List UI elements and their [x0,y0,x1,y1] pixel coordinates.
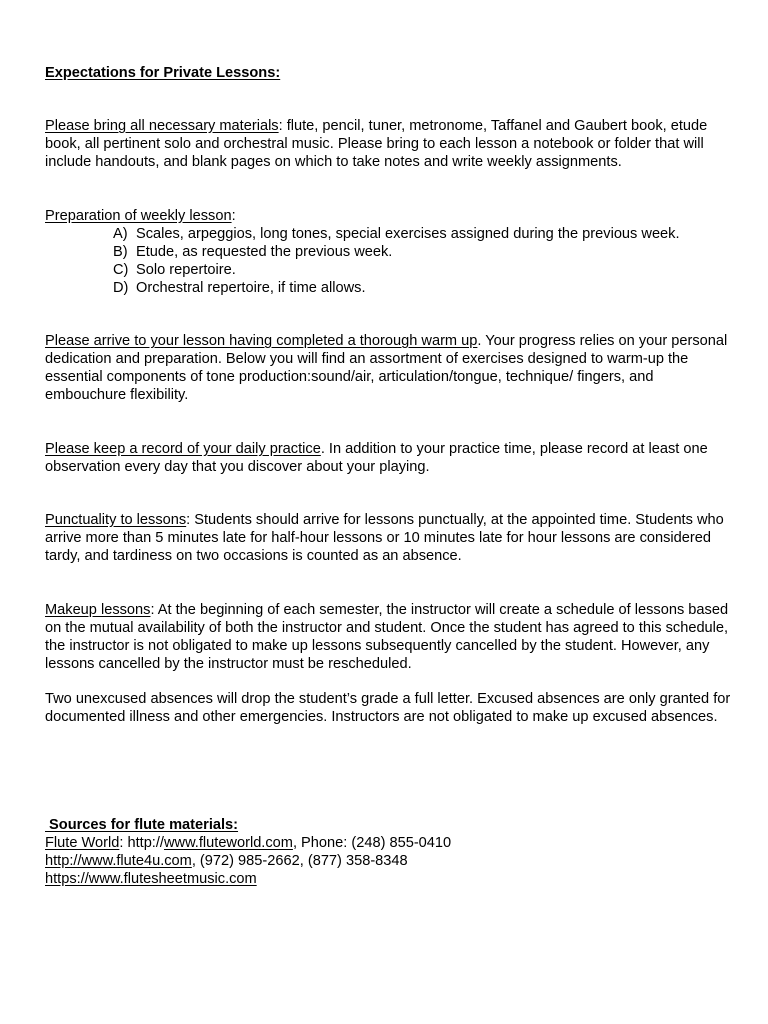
warmup-paragraph [45,332,735,404]
materials-heading: Please bring all necessary materials [45,118,279,134]
practice-paragraph [45,440,735,476]
list-item-text: Orchestral repertoire, if time allows. [136,280,366,296]
practice-text: . In addition to your practice time, please record at least one observation every day that you discover about your playing. [45,441,708,475]
preparation-list [113,225,680,297]
flutesheetmusic-url-link[interactable]: https://www.flutesheetmusic.com [45,871,257,887]
punctuality-paragraph [45,511,735,565]
absences-paragraph: Two unexcused absences will drop the student’s grade a full letter. Excused absences are only granted for documented illness and other emergencies. Instructors are not obligated to make up excused absences. [45,691,731,725]
source-line-flute4u [45,852,735,870]
punctuality-heading: Punctuality to lessons [45,512,187,528]
fluteworld-phone: , Phone: (248) 855-0410 [292,835,452,851]
list-marker: B) [113,244,128,260]
flute4u-url-link[interactable]: http://www.flute4u.com [45,853,192,869]
materials-text: : flute, pencil, tuner, metronome, Taffanel and Gaubert book, etude book, all pertinent solo and orchestral music. Please bring to each lesson a notebook or folder that will include handouts, and blank pages on which to take notes and write weekly assignments. [45,118,708,170]
list-item-text: Solo repertoire. [136,262,236,278]
list-item-text: Etude, as requested the previous week. [136,244,393,260]
fluteworld-separator: : http:// [119,835,164,851]
preparation-heading: Preparation of weekly lesson [45,208,232,224]
flute4u-phones: , (972) 985-2662, (877) 358-8348 [191,853,408,869]
warmup-heading: Please arrive to your lesson having completed a thorough warm up [45,333,478,349]
list-item [113,261,680,279]
page-title: Expectations for Private Lessons: [45,65,281,81]
list-item-text: Scales, arpeggios, long tones, special exercises assigned during the previous week. [136,226,680,242]
list-marker: A) [113,226,128,242]
list-item [113,279,680,297]
preparation-heading-line [45,207,735,225]
fluteworld-url-link[interactable]: www.fluteworld.com [163,835,293,851]
source-line-flutesheetmusic [45,870,735,888]
materials-paragraph [45,117,735,171]
list-item [113,243,680,261]
makeup-text: : At the beginning of each semester, the instructor will create a schedule of lessons based on the mutual availability of both the instructor and student. Once the student has agreed to this schedule, the instructor is not obligated to make up lessons subsequently cancelled by the student. However, any lessons cancelled by the instructor must be rescheduled. [45,602,729,672]
practice-heading: Please keep a record of your daily practice [45,441,321,457]
fluteworld-name-link[interactable]: Flute World [45,835,120,851]
list-item [113,225,680,243]
makeup-heading: Makeup lessons [45,602,151,618]
sources-heading: Sources for flute materials: [45,817,239,833]
list-marker: C) [113,262,129,278]
warmup-text: . Your progress relies on your personal dedication and preparation. Below you will find an assortment of exercises designed to warm-up the essential components of tone production:sound/air, articulation/tongue, technique/ fingers, and embouchure flexibility. [45,333,728,403]
list-marker: D) [113,280,129,296]
makeup-paragraph [45,601,735,673]
source-line-fluteworld [45,834,735,852]
punctuality-text: : Students should arrive for lessons punctually, at the appointed time. Students who arrive more than 5 minutes late for half-hour lessons or 10 minutes late for hour lessons are considered tardy, and tardiness on two occasions is counted as an absence. [45,512,724,564]
preparation-colon: : [231,208,236,224]
